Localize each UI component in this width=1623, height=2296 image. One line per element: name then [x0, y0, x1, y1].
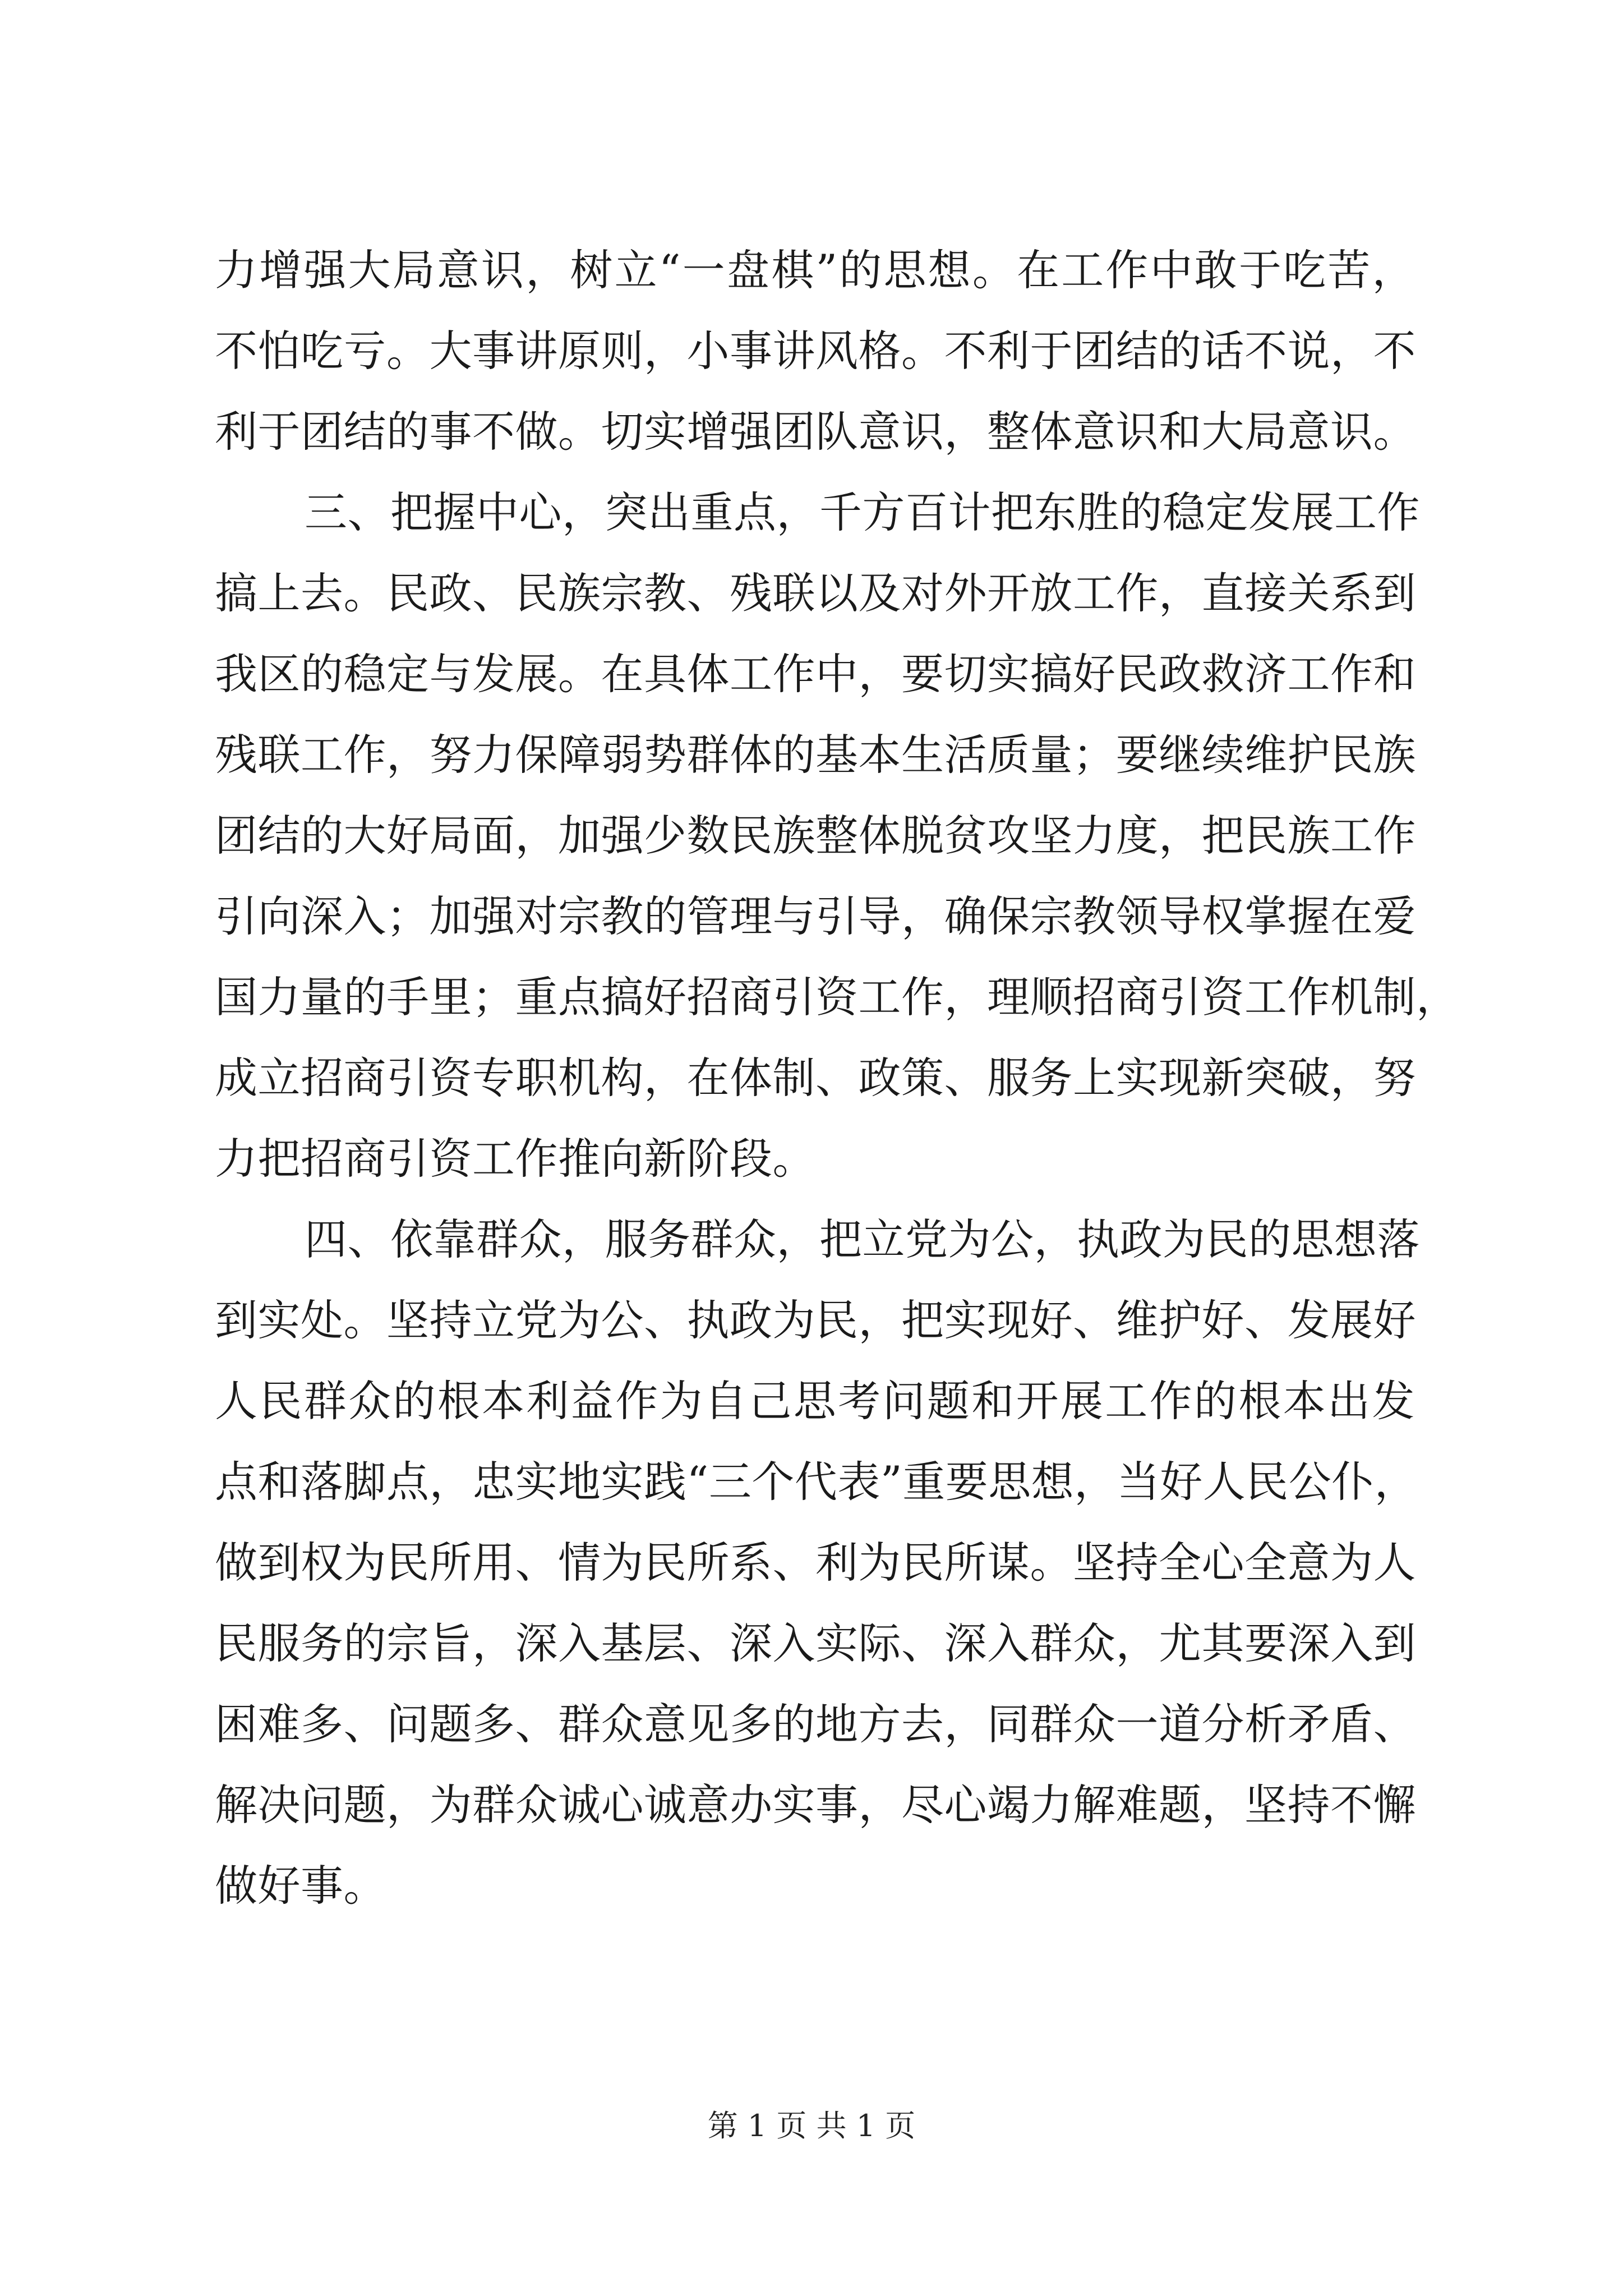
- paragraph-line: 解决问题，为群众诚心诚意办实事，尽心竭力解难题，坚持不懈: [215, 1780, 1416, 1830]
- paragraph-line: 做到权为民所用、情为民所系、利为民所谋。坚持全心全意为人: [215, 1538, 1416, 1588]
- paragraph-last-line: 做好事。: [215, 1861, 386, 1911]
- paragraph-line: 国力量的手里；重点搞好招商引资工作，理顺招商引资工作机制，: [215, 972, 1459, 1022]
- paragraph-line: 利于团结的事不做。切实增强团队意识，整体意识和大局意识。: [215, 407, 1416, 457]
- paragraph-line: 人民群众的根本利益作为自己思考问题和开展工作的根本出发: [215, 1376, 1415, 1426]
- paragraph-line: 搞上去。民政、民族宗教、残联以及对外开放工作，直接关系到: [215, 568, 1416, 618]
- paragraph-first-line: 三、把握中心，突出重点，千方百计把东胜的稳定发展工作: [305, 487, 1420, 537]
- paragraph-first-line: 四、依靠群众，服务群众，把立党为公，执政为民的思想落: [305, 1214, 1420, 1264]
- page-footer: 第 1 页 共 1 页: [707, 2108, 916, 2143]
- paragraph-line: 团结的大好局面，加强少数民族整体脱贫攻坚力度，把民族工作: [215, 811, 1416, 861]
- document-body: [215, 230, 1459, 1926]
- paragraph-line: 民服务的宗旨，深入基层、深入实际、深入群众，尤其要深入到: [215, 1618, 1416, 1668]
- paragraph-line: 力增强大局意识，树立“一盘棋”的思想。在工作中敢于吃苦，: [215, 245, 1415, 295]
- paragraph-line: 到实处。坚持立党为公、执政为民，把实现好、维护好、发展好: [215, 1295, 1416, 1345]
- paragraph-line: 残联工作，努力保障弱势群体的基本生活质量；要继续维护民族: [215, 730, 1416, 780]
- paragraph-last-line: 力把招商引资工作推向新阶段。: [215, 1134, 815, 1184]
- paragraph-line: 点和落脚点，忠实地实践“三个代表”重要思想，当好人民公仆，: [215, 1457, 1418, 1507]
- paragraph-line: 我区的稳定与发展。在具体工作中，要切实搞好民政救济工作和: [215, 649, 1416, 699]
- paragraph-line: 引向深入；加强对宗教的管理与引导，确保宗教领导权掌握在爱: [215, 891, 1416, 941]
- paragraph-line: 困难多、问题多、群众意见多的地方去，同群众一道分析矛盾、: [215, 1699, 1416, 1749]
- paragraph-line: 不怕吃亏。大事讲原则，小事讲风格。不利于团结的话不说，不: [215, 326, 1416, 376]
- paragraph-line: 成立招商引资专职机构，在体制、政策、服务上实现新突破，努: [215, 1053, 1416, 1103]
